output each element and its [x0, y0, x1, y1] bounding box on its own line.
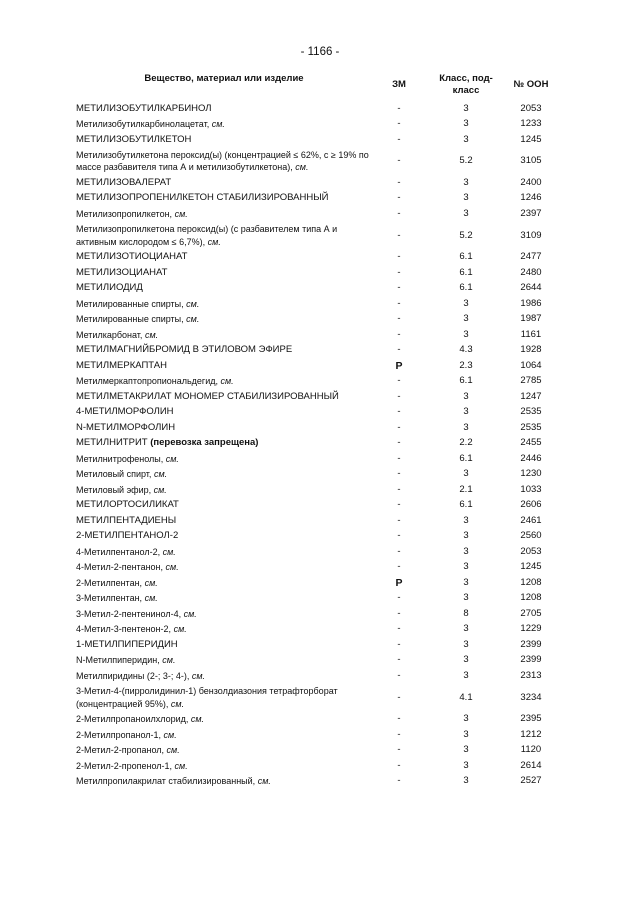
un-number-cell: 2644	[520, 282, 542, 294]
zm-cell: -	[397, 406, 401, 418]
substance-name: Метилизобутилкетона пероксид(ы) (концентрацией ≤ 62%, с ≥ 19% по массе разбавителя типа А и метилизобутилкетона),	[76, 150, 369, 173]
substance-name-cell	[76, 327, 372, 343]
substance-name-cell	[76, 374, 372, 390]
zm-cell: -	[397, 251, 401, 263]
zm-cell: -	[397, 155, 401, 167]
table-row	[76, 222, 556, 250]
table-row	[76, 389, 556, 405]
class-cell: 2.2	[459, 437, 473, 449]
substance-name: МЕТИЛМАГНИЙБРОМИД В ЭТИЛОВОМ ЭФИРЕ	[76, 344, 293, 356]
substance-name: Метиловый спирт,	[76, 469, 152, 480]
table-row	[76, 758, 556, 774]
substance-name-cell	[76, 774, 372, 790]
un-number-cell: 2461	[520, 514, 542, 526]
class-cell: 3	[463, 728, 469, 740]
table-row	[76, 296, 556, 312]
table-row	[76, 374, 556, 390]
zm-cell: -	[397, 313, 401, 325]
un-number-cell: 1064	[520, 359, 542, 371]
class-cell: 3	[463, 561, 469, 573]
substance-name-cell	[76, 148, 372, 176]
un-number-cell: 1247	[520, 390, 542, 402]
un-number-cell: 2477	[520, 251, 542, 263]
class-cell: 3	[463, 297, 469, 309]
see-reference: см.	[170, 698, 185, 709]
see-reference: см.	[153, 469, 168, 480]
zm-cell: -	[397, 344, 401, 356]
table-body	[76, 101, 556, 789]
substance-name: 4-МЕТИЛМОРФОЛИН	[76, 406, 174, 418]
substance-name-cell	[76, 405, 372, 421]
table-row	[76, 327, 556, 343]
table-row	[76, 743, 556, 759]
class-cell: 3	[463, 176, 469, 188]
un-number-cell: 1245	[520, 561, 542, 573]
class-cell: 3	[463, 545, 469, 557]
substance-name-cell	[76, 653, 372, 669]
substance-name: Метилизопропилкетон,	[76, 208, 173, 219]
class-cell: 3	[463, 207, 469, 219]
substance-name: МЕТИЛОРТОСИЛИКАТ	[76, 499, 179, 511]
un-number-cell: 1229	[520, 623, 542, 635]
table-row	[76, 727, 556, 743]
table-row	[76, 712, 556, 728]
class-cell: 4.3	[459, 344, 473, 356]
table-row	[76, 529, 556, 545]
substance-name-cell	[76, 420, 372, 436]
see-reference: см.	[162, 546, 176, 557]
un-number-cell: 1246	[520, 192, 542, 204]
table-row	[76, 281, 556, 297]
table-row	[76, 606, 556, 622]
substance-name-cell	[76, 575, 372, 591]
zm-cell: -	[397, 607, 401, 619]
substance-name-cell	[76, 312, 372, 328]
class-cell: 3	[463, 118, 469, 129]
substance-name: N-МЕТИЛМОРФОЛИН	[76, 421, 176, 433]
un-number-cell: 2455	[520, 437, 542, 449]
substance-name: МЕТИЛИОДИД	[76, 282, 143, 294]
substance-name-cell	[76, 343, 372, 359]
zm-cell: Р	[395, 359, 403, 372]
table-row	[76, 132, 556, 148]
zm-cell: -	[397, 390, 401, 402]
substance-name: 4-Метил-3-пентенон-2,	[76, 624, 172, 635]
substance-name-cell	[76, 513, 372, 529]
substance-name: 2-МЕТИЛПЕНТАНОЛ-2	[76, 530, 179, 542]
table-row	[76, 148, 556, 176]
see-reference: см.	[165, 453, 179, 464]
substance-name: Метиловый эфир,	[76, 484, 152, 495]
zm-cell: -	[397, 266, 401, 278]
un-number-cell: 2395	[520, 713, 542, 725]
zm-cell: -	[397, 297, 401, 309]
substance-name: Метилированные спирты,	[76, 298, 184, 309]
zm-cell: -	[397, 118, 401, 129]
substance-name: МЕТИЛНИТРИТ	[76, 437, 148, 449]
un-number-cell: 1987	[520, 313, 542, 325]
substance-name-cell	[76, 296, 372, 312]
class-cell: 6.1	[459, 452, 473, 464]
substance-name: МЕТИЛМЕТАКРИЛАТ МОНОМЕР СТАБИЛИЗИРОВАННЫЙ	[76, 390, 339, 402]
substance-name-cell	[76, 451, 372, 467]
substance-name: МЕТИЛМЕРКАПТАН	[76, 359, 167, 371]
table-row	[76, 343, 556, 359]
zm-cell: -	[397, 282, 401, 294]
un-number-cell: 2535	[520, 406, 542, 418]
class-cell: 3	[463, 654, 469, 666]
substance-name-cell	[76, 606, 372, 622]
un-number-cell: 1986	[520, 297, 542, 309]
see-reference: см.	[165, 562, 179, 573]
see-reference: см.	[173, 624, 187, 635]
see-reference: см.	[174, 760, 188, 771]
substance-name-cell	[76, 529, 372, 545]
substance-name: 4-Метилпентанол-2,	[76, 546, 161, 557]
table-row	[76, 436, 556, 452]
substance-name: Метилпропилакрилат стабилизированный,	[76, 776, 256, 787]
un-number-cell: 2399	[520, 638, 542, 650]
substance-name: Метилнитрофенолы,	[76, 453, 164, 464]
zm-cell: -	[397, 229, 401, 241]
table-row	[76, 405, 556, 421]
see-reference: см.	[174, 208, 188, 219]
substance-name-cell	[76, 222, 372, 250]
zm-cell: -	[397, 669, 401, 681]
substance-name-cell	[76, 560, 372, 576]
class-cell: 3	[463, 775, 469, 787]
substance-name: 4-Метил-2-пентанон,	[76, 562, 164, 573]
table-row	[76, 575, 556, 591]
table-row	[76, 774, 556, 790]
header-class: Класс, под-класс	[439, 73, 493, 96]
zm-cell: -	[397, 775, 401, 787]
un-number-cell: 1208	[520, 576, 542, 588]
substance-name-cell	[76, 101, 372, 117]
class-cell: 3	[463, 313, 469, 325]
class-cell: 3	[463, 759, 469, 771]
table-row	[76, 637, 556, 653]
un-number-cell: 1928	[520, 344, 542, 356]
un-number-cell: 1208	[520, 592, 542, 604]
substance-name-cell	[76, 281, 372, 297]
see-reference: см.	[207, 236, 221, 247]
un-number-cell: 2480	[520, 266, 542, 278]
zm-cell: -	[397, 713, 401, 725]
un-number-cell: 2053	[520, 545, 542, 557]
substance-name-cell	[76, 591, 372, 607]
see-reference: см.	[257, 776, 271, 787]
table-row	[76, 358, 556, 374]
class-cell: 3	[463, 102, 469, 114]
un-number-cell: 2527	[520, 775, 542, 787]
zm-cell: -	[397, 452, 401, 464]
header-substance: Вещество, материал или изделие	[144, 73, 304, 84]
table-row	[76, 101, 556, 117]
class-cell: 2.3	[459, 359, 473, 371]
class-cell: 3	[463, 192, 469, 204]
un-number-cell: 1212	[520, 728, 542, 740]
zm-cell: -	[397, 375, 401, 387]
substance-name: МЕТИЛИЗОЦИАНАТ	[76, 266, 168, 278]
zm-cell: -	[397, 759, 401, 771]
zm-cell: -	[397, 623, 401, 635]
zm-cell: -	[397, 545, 401, 557]
substance-name: МЕТИЛИЗОВАЛЕРАТ	[76, 176, 172, 188]
table-header-row	[76, 73, 556, 101]
un-number-cell: 1161	[520, 328, 542, 340]
class-cell: 6.1	[459, 282, 473, 294]
see-reference: см.	[183, 608, 197, 619]
substance-table	[76, 73, 556, 789]
un-number-cell: 2397	[520, 207, 542, 219]
see-reference: см.	[186, 298, 200, 309]
zm-cell: -	[397, 728, 401, 740]
substance-name: Метилкарбонат,	[76, 329, 143, 340]
zm-cell: Р	[395, 576, 403, 589]
substance-name-cell	[76, 544, 372, 560]
zm-cell: -	[397, 638, 401, 650]
substance-name: Метилизобутилкарбинолацетат,	[76, 119, 210, 129]
see-reference: см.	[211, 119, 225, 129]
un-number-cell: 3105	[520, 155, 542, 167]
class-cell: 5.2	[459, 155, 473, 167]
see-reference: см.	[191, 670, 206, 681]
zm-cell: -	[397, 530, 401, 542]
class-cell: 8	[463, 607, 469, 619]
substance-name-cell	[76, 637, 372, 653]
class-cell: 3	[463, 713, 469, 725]
class-cell: 3	[463, 530, 469, 542]
class-cell: 3	[463, 669, 469, 681]
substance-name-cell	[76, 206, 372, 222]
class-cell: 3	[463, 133, 469, 145]
substance-name: МЕТИЛИЗОТИОЦИАНАТ	[76, 251, 188, 263]
table-row	[76, 498, 556, 514]
zm-cell: -	[397, 133, 401, 145]
substance-name: 3-Метил-4-(пирролидинил-1) бензолдиазония тетрафторборат (концентрацией 95%),	[76, 686, 338, 709]
see-reference: см.	[190, 714, 205, 725]
substance-name: 1-МЕТИЛПИПЕРИДИН	[76, 638, 178, 650]
substance-name: Метилированные спирты,	[76, 314, 184, 325]
substance-name-cell	[76, 389, 372, 405]
substance-name: 2-Метил-2-пропенол-1,	[76, 760, 173, 771]
substance-name: 3-Метил-2-пентенинол-4,	[76, 608, 182, 619]
substance-name: Метилмеркаптопропиональдегид,	[76, 376, 218, 387]
un-number-cell: 2785	[520, 375, 542, 387]
substance-name-cell	[76, 117, 372, 133]
un-number-cell: 2446	[520, 452, 542, 464]
table-row	[76, 560, 556, 576]
substance-name: 3-Метилпентан,	[76, 593, 143, 604]
table-row	[76, 653, 556, 669]
substance-name: N-Метилпиперидин,	[76, 655, 160, 666]
table-row	[76, 544, 556, 560]
zm-cell: -	[397, 328, 401, 340]
substance-name: 2-Метилпентан,	[76, 577, 143, 588]
substance-name-cell	[76, 265, 372, 281]
substance-name: МЕТИЛИЗОБУТИЛКАРБИНОЛ	[76, 102, 212, 114]
substance-name-cell	[76, 358, 372, 374]
table-row	[76, 206, 556, 222]
zm-cell: -	[397, 468, 401, 480]
un-number-cell: 1033	[520, 483, 542, 495]
class-cell: 3	[463, 744, 469, 756]
un-number-cell: 2313	[520, 669, 542, 681]
class-cell: 3	[463, 328, 469, 340]
see-reference: см.	[295, 162, 309, 173]
zm-cell: -	[397, 654, 401, 666]
class-cell: 6.1	[459, 375, 473, 387]
see-reference: см.	[220, 376, 234, 387]
zm-cell: -	[397, 102, 401, 114]
class-cell: 3	[463, 576, 469, 588]
header-zm: ЗМ	[392, 79, 406, 90]
zm-cell: -	[397, 499, 401, 511]
table-row	[76, 250, 556, 266]
substance-name-cell	[76, 191, 372, 207]
table-row	[76, 622, 556, 638]
un-number-cell: 2399	[520, 654, 542, 666]
class-cell: 6.1	[459, 266, 473, 278]
substance-name: МЕТИЛИЗОБУТИЛКЕТОН	[76, 133, 192, 145]
substance-name: МЕТИЛИЗОПРОПЕНИЛКЕТОН СТАБИЛИЗИРОВАННЫЙ	[76, 192, 329, 204]
table-row	[76, 513, 556, 529]
zm-cell: -	[397, 483, 401, 495]
un-number-cell: 2400	[520, 176, 542, 188]
class-cell: 3	[463, 406, 469, 418]
table-row	[76, 668, 556, 684]
substance-name-cell	[76, 132, 372, 148]
un-number-cell: 2053	[520, 102, 542, 114]
un-number-cell: 2614	[520, 759, 542, 771]
table-row	[76, 420, 556, 436]
substance-name: Метилизопропилкетона пероксид(ы) (с разбавителем типа А и активным кислородом ≤ 6,7%),	[76, 224, 338, 247]
table-row	[76, 684, 556, 712]
class-cell: 3	[463, 421, 469, 433]
un-number-cell: 3234	[520, 691, 542, 703]
substance-name-cell	[76, 250, 372, 266]
substance-name-cell	[76, 758, 372, 774]
zm-cell: -	[397, 514, 401, 526]
class-cell: 3	[463, 623, 469, 635]
zm-cell: -	[397, 207, 401, 219]
table-row	[76, 467, 556, 483]
substance-name: 2-Метилпропаноилхлорид,	[76, 714, 189, 725]
un-number-cell: 1233	[520, 118, 542, 129]
class-cell: 6.1	[459, 499, 473, 511]
un-number-cell: 1230	[520, 468, 542, 480]
class-cell: 3	[463, 390, 469, 402]
table-row	[76, 117, 556, 133]
class-cell: 3	[463, 468, 469, 480]
see-reference: см.	[163, 729, 177, 740]
un-number-cell: 2705	[520, 607, 542, 619]
transport-note: (перевозка запрещена)	[150, 437, 259, 449]
class-cell: 4.1	[459, 691, 473, 703]
substance-name-cell	[76, 668, 372, 684]
zm-cell: -	[397, 744, 401, 756]
substance-name: 2-Метилпропанол-1,	[76, 729, 162, 740]
see-reference: см.	[166, 745, 180, 756]
un-number-cell: 1120	[520, 744, 542, 756]
table-row	[76, 191, 556, 207]
table-row	[76, 312, 556, 328]
zm-cell: -	[397, 592, 401, 604]
substance-name: 2-Метил-2-пропанол,	[76, 745, 165, 756]
substance-name: МЕТИЛПЕНТАДИЕНЫ	[76, 514, 177, 526]
substance-name-cell	[76, 175, 372, 191]
zm-cell: -	[397, 192, 401, 204]
see-reference: см.	[186, 314, 200, 325]
see-reference: см.	[144, 593, 158, 604]
un-number-cell: 2535	[520, 421, 542, 433]
class-cell: 3	[463, 592, 469, 604]
class-cell: 3	[463, 514, 469, 526]
substance-name-cell	[76, 743, 372, 759]
substance-name-cell	[76, 684, 372, 712]
un-number-cell: 2606	[520, 499, 542, 511]
zm-cell: -	[397, 421, 401, 433]
table-row	[76, 451, 556, 467]
class-cell: 5.2	[459, 229, 473, 241]
see-reference: см.	[162, 655, 176, 666]
substance-name-cell	[76, 467, 372, 483]
substance-name-cell	[76, 727, 372, 743]
table-row	[76, 482, 556, 498]
class-cell: 3	[463, 638, 469, 650]
table-row	[76, 265, 556, 281]
un-number-cell: 1245	[520, 133, 542, 145]
substance-name-cell	[76, 622, 372, 638]
class-cell: 2.1	[459, 483, 473, 495]
header-un-number: № ООН	[513, 79, 549, 90]
un-number-cell: 2560	[520, 530, 542, 542]
see-reference: см.	[153, 484, 167, 495]
substance-name-cell	[76, 482, 372, 498]
zm-cell: -	[397, 691, 401, 703]
table-row	[76, 591, 556, 607]
substance-name-cell	[76, 712, 372, 728]
substance-name: Метилпиридины (2-; 3-; 4-),	[76, 670, 190, 681]
class-cell: 6.1	[459, 251, 473, 263]
zm-cell: -	[397, 437, 401, 449]
substance-name-cell	[76, 498, 372, 514]
un-number-cell: 3109	[520, 229, 542, 241]
page-number: - 1166 -	[300, 46, 340, 58]
substance-name-cell	[76, 436, 372, 452]
see-reference: см.	[144, 329, 159, 340]
table-row	[76, 175, 556, 191]
zm-cell: -	[397, 561, 401, 573]
zm-cell: -	[397, 176, 401, 188]
see-reference: см.	[144, 577, 158, 588]
